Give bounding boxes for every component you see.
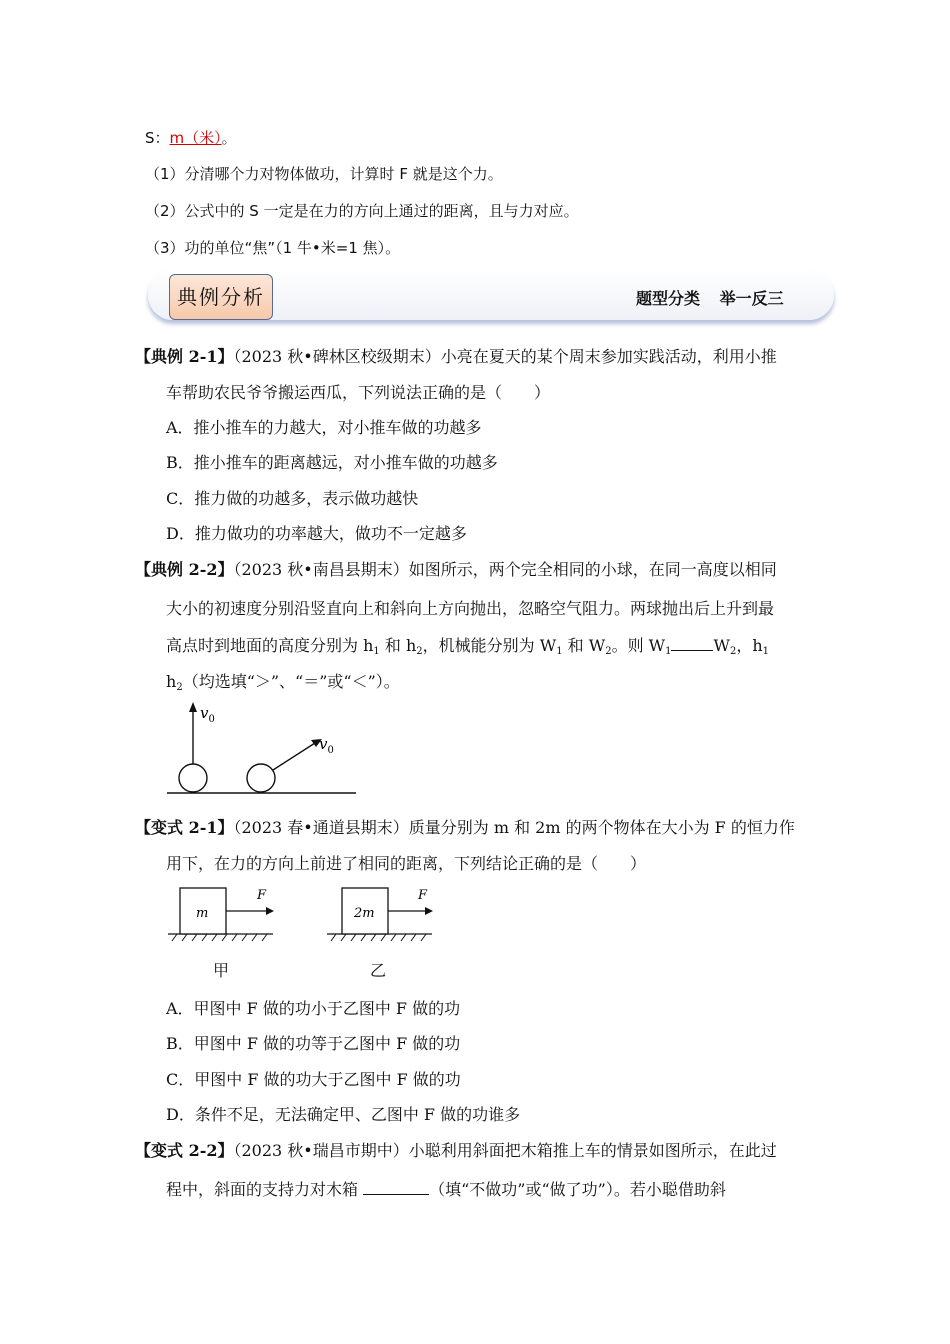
variant-tag: 【变式 2-1】	[135, 818, 234, 837]
note-3: （3）功的单位“焦”（1 牛•米=1 焦）。	[145, 239, 401, 257]
block-figure-yi	[324, 880, 436, 944]
option-c: C．推力做的功越多，表示做功越快	[166, 489, 419, 508]
v0-label-1: $v_0$	[200, 704, 215, 725]
variant-text: （2023 春•通道县期末）质量分别为 m 和 2m 的两个物体在大小为 F 的恒力作	[233, 818, 795, 837]
mass-label-m: m	[196, 906, 209, 921]
option-b: B．甲图中 F 做的功等于乙图中 F 做的功	[166, 1034, 461, 1053]
variant-2-1-line2: 用下，在力的方向上前进了相同的距离，下列结论正确的是（ ）	[166, 854, 647, 873]
variant-tag: 【变式 2-2】	[135, 1141, 234, 1160]
example-text: （2023 秋•南昌县期末）如图所示，两个完全相同的小球，在同一高度以相同	[233, 560, 777, 579]
example-2-2-header	[135, 560, 777, 580]
answer-blank-1[interactable]	[671, 636, 713, 651]
example-2-2-line3: 高点时到地面的高度分别为 $h_1$ 和 $h_2$，机械能分别为 $W_1$ 和 $W_2$。则 $W_1$ $W_2$，$h_1$	[166, 636, 769, 657]
force-label-yi: F	[418, 888, 428, 903]
banner-title: 典例分析	[169, 274, 273, 320]
variant-text: （2023 秋•瑞昌市期中）小聪利用斜面把木箱推上车的情景如图所示，在此过	[233, 1141, 777, 1160]
variant-2-2-header	[135, 1141, 777, 1161]
example-tag: 【典例 2-2】	[135, 560, 234, 579]
example-tag: 【典例 2-1】	[135, 347, 234, 366]
variant-2-2-line2: 程中，斜面的支持力对木箱 （填“不做功”或“做了功”）。若小聪借助斜	[166, 1180, 726, 1199]
unit-line	[145, 128, 237, 148]
option-c: C．甲图中 F 做的功大于乙图中 F 做的功	[166, 1070, 461, 1089]
note-2: （2）公式中的 S 一定是在力的方向上通过的距离，且与力对应。	[145, 202, 579, 220]
option-d: D．条件不足，无法确定甲、乙图中 F 做的功谁多	[166, 1105, 521, 1124]
option-d: D．推力做功的功率越大，做功不一定越多	[166, 524, 467, 543]
caption-jia: 甲	[213, 961, 230, 980]
s-label: S：	[145, 129, 170, 147]
arrowhead-vertical	[189, 702, 197, 712]
example-2-1-header	[135, 347, 777, 367]
block-figure-jia	[165, 880, 277, 944]
example-2-2-line2: 大小的初速度分别沿竖直向上和斜向上方向抛出，忽略空气阻力。两球抛出后上升到最	[166, 599, 775, 618]
example-2-1-line2: 车帮助农民爷爷搬运西瓜，下列说法正确的是（ ）	[166, 383, 551, 402]
mass-label-2m: 2m	[354, 906, 375, 921]
s-suffix: 。	[221, 129, 237, 147]
example-text: （2023 秋•碑林区校级期末）小亮在夏天的某个周末参加实践活动，利用小推	[233, 347, 777, 366]
force-label-jia: F	[257, 888, 267, 903]
option-a: A．推小推车的力越大，对小推车做的功越多	[166, 418, 482, 437]
caption-yi: 乙	[370, 961, 387, 980]
s-unit: m（米）	[169, 129, 222, 147]
v0-label-2: $v_0$	[319, 735, 334, 756]
ball-vertical	[179, 764, 207, 792]
option-a: A．甲图中 F 做的功小于乙图中 F 做的功	[166, 999, 461, 1018]
ball-figure	[160, 696, 360, 796]
answer-blank-2[interactable]	[363, 1180, 429, 1195]
ball-oblique	[247, 764, 275, 792]
banner-subtitle: 题型分类 举一反三	[636, 289, 784, 308]
variant-2-1-header	[135, 818, 795, 838]
option-b: B．推小推车的距离越远，对小推车做的功越多	[166, 453, 498, 472]
example-2-2-line4: $h_2$（均选填“＞”、“＝”或“＜”）。	[166, 672, 400, 693]
note-1: （1）分清哪个力对物体做功，计算时 F 就是这个力。	[145, 165, 503, 183]
arrow-oblique	[273, 743, 315, 770]
